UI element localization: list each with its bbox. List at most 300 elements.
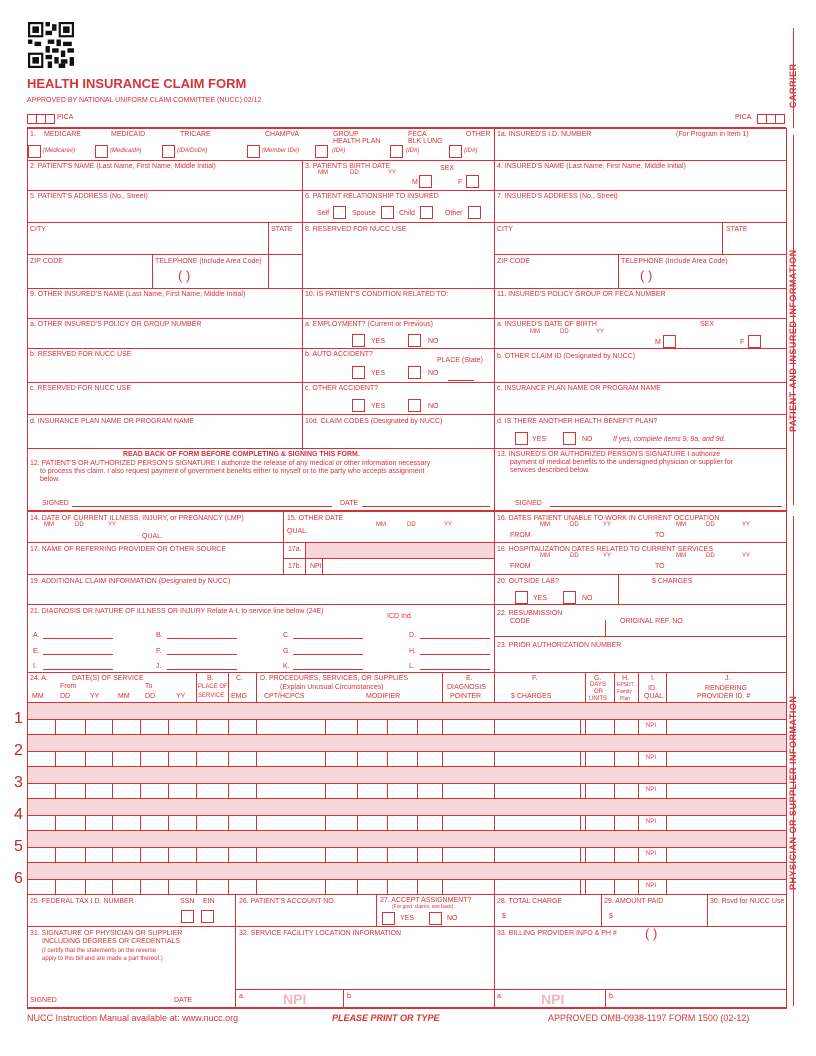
box8-label: 8. RESERVED FOR NUCC USE (305, 226, 407, 233)
box24d2-label: (Explain Unusual Circumstances) (280, 684, 384, 691)
col-17b-npi (322, 558, 323, 574)
service-line-col (494, 847, 495, 863)
insured-male-checkbox[interactable] (663, 335, 676, 348)
service-line-col (228, 879, 229, 895)
auto-yes-checkbox[interactable] (352, 366, 365, 379)
ein-label: EIN (203, 898, 215, 905)
box24-to-mm: MM (118, 693, 130, 700)
service-line-col (585, 719, 586, 735)
box31-text-2: INCLUDING DEGREES OR CREDENTIALS (42, 938, 181, 945)
col-27 (376, 894, 377, 926)
box12-date-label: DATE (340, 500, 359, 507)
box9-label: 9. OTHER INSURED'S NAME (Last Name, First Name, Middle Initial) (30, 291, 246, 298)
box4-label: 4. INSURED'S NAME (Last Name, First Name, Middle Initial) (497, 163, 686, 170)
box33a-label: a. (497, 993, 503, 1000)
service-line-col (256, 783, 257, 799)
service-line-col (85, 815, 86, 831)
tricare-checkbox[interactable] (162, 145, 175, 158)
service-line-number-6: 6 (14, 870, 23, 887)
service-line-col (580, 847, 581, 863)
diag-i-label: I. (33, 663, 37, 670)
service-line-col (580, 751, 581, 767)
box1a-label: 1a. INSURED'S I.D. NUMBER (497, 131, 592, 138)
child-checkbox[interactable] (420, 206, 433, 219)
medicare-checkbox[interactable] (28, 145, 41, 158)
col-17-17a (283, 542, 284, 574)
service-line-col (55, 815, 56, 831)
box28-dollar: $ (502, 913, 506, 920)
box3-mm: MM (318, 170, 328, 176)
box18-label: 18. HOSPITALIZATION DATES RELATED TO CURRENT SERVICES (497, 546, 714, 553)
group-checkbox[interactable] (315, 145, 328, 158)
box24-to-dd: DD (145, 693, 156, 700)
box24-modifier-label: MODIFIER (366, 693, 401, 700)
service-line-col (140, 751, 141, 767)
another-plan-no-label: NO (582, 436, 593, 443)
auto-no-label: NO (428, 370, 439, 377)
box17b-npi: NPI (310, 563, 322, 570)
box9c-label: c. RESERVED FOR NUCC USE (30, 385, 131, 392)
other-accident-no-label: NO (428, 403, 439, 410)
box24-qual-label: QUAL. (644, 693, 666, 700)
service-line-col (638, 879, 639, 895)
service-line-col (442, 879, 443, 895)
service-line-col (325, 751, 326, 767)
box24-emg-label: EMG (231, 693, 247, 700)
box24-to-label: To (145, 683, 153, 690)
box15-mm: MM (376, 522, 386, 528)
box16-from: FROM (510, 532, 531, 539)
box14-yy: YY (108, 522, 117, 528)
service-line-col (580, 879, 581, 895)
row6-npi: NPI (646, 883, 657, 889)
service-line-shaded-row[interactable] (28, 703, 786, 719)
service-line-col (228, 815, 229, 831)
box12-signature-line[interactable] (72, 506, 332, 507)
row-line (494, 636, 786, 637)
service-line-col (325, 719, 326, 735)
service-line-col (614, 879, 615, 895)
box24-or-label: OR (594, 689, 603, 695)
service-line-col (387, 719, 388, 735)
box24-header-col (638, 672, 639, 702)
service-line-col (666, 879, 667, 895)
accept-no-label: NO (447, 915, 458, 922)
service-line-col (168, 783, 169, 799)
box24h-label: H. (622, 675, 629, 682)
col-29 (601, 894, 602, 926)
box28-label: 28. TOTAL CHARGE (497, 898, 563, 905)
sex-male-checkbox[interactable] (419, 175, 432, 188)
service-line-col (357, 719, 358, 735)
box32a-label: a. (239, 993, 245, 1000)
box27-note: (For govt. claims, see back) (392, 904, 454, 910)
col-14-15 (283, 511, 284, 543)
box20-label: 20. OUTSIDE LAB? (497, 578, 559, 585)
ssn-checkbox[interactable] (181, 910, 194, 923)
diag-e-label: E. (33, 648, 40, 655)
form-title: HEALTH INSURANCE CLAIM FORM (27, 76, 247, 91)
insured-female-checkbox[interactable] (748, 335, 761, 348)
row-line (27, 672, 786, 673)
service-line-col (228, 751, 229, 767)
pica-box-left-3[interactable] (45, 114, 55, 124)
insured-tel-parens: ( ) (640, 268, 653, 283)
box12-date-line[interactable] (362, 506, 490, 507)
service-line-shaded-row[interactable] (28, 863, 786, 879)
diag-c-field[interactable] (293, 638, 363, 639)
service-line-col (387, 815, 388, 831)
row-line (27, 222, 786, 223)
box12-text-3: below. (40, 476, 60, 483)
service-line-shaded-row[interactable] (28, 767, 786, 783)
carrier-label: CARRIER (788, 63, 798, 108)
box3-m: M (412, 179, 418, 186)
box15-dd: DD (407, 522, 416, 528)
box5-label: 5. PATIENT'S ADDRESS (No., Street) (30, 193, 148, 200)
service-line-col (666, 847, 667, 863)
diag-i-field[interactable] (43, 669, 113, 670)
feca-checkbox[interactable] (390, 145, 403, 158)
col-right-lower (494, 511, 495, 672)
service-line-col (357, 879, 358, 895)
service-line-col (442, 751, 443, 767)
box24-dates-label: DATE(S) OF SERVICE (72, 675, 144, 682)
medicaid-id-label: (Medicaid#) (110, 148, 142, 154)
service-line-number-1: 1 (14, 710, 23, 727)
service-line-col (140, 719, 141, 735)
box17b-label: 17b. (288, 563, 302, 570)
insured-city-label: CITY (497, 226, 513, 233)
box24-header-col (494, 672, 495, 702)
service-line-col (614, 783, 615, 799)
box24e-label: E. (466, 675, 473, 682)
service-line-col (112, 879, 113, 895)
service-line-col (638, 847, 639, 863)
accept-no-checkbox[interactable] (429, 912, 442, 925)
outside-lab-no-checkbox[interactable] (563, 591, 576, 604)
service-line-col (614, 847, 615, 863)
service-line-col (140, 815, 141, 831)
sex-female-checkbox[interactable] (466, 175, 479, 188)
box24-days-label: DAYS (590, 682, 606, 688)
other-rel-label: Other (445, 210, 463, 217)
box13-signed-label: SIGNED (515, 500, 542, 507)
box13-text-1: 13. INSURED'S OR AUTHORIZED PERSON'S SIGNATURE I authorize (497, 451, 721, 458)
row-line (27, 448, 786, 449)
ssn-label: SSN (180, 898, 195, 905)
employment-yes-checkbox[interactable] (352, 334, 365, 347)
box24-from-mm: MM (32, 693, 44, 700)
service-line-col (614, 719, 615, 735)
patient-state-label: STATE (271, 226, 293, 233)
service-line-number-2: 2 (14, 742, 23, 759)
carrier-arrow-line (793, 28, 794, 128)
service-line-col (417, 847, 418, 863)
box17-label: 17. NAME OF REFERRING PROVIDER OR OTHER SOURCE (30, 546, 227, 553)
box24-provider-label: PROVIDER ID. # (697, 693, 751, 700)
row-25-top (27, 894, 786, 895)
medicaid-checkbox[interactable] (95, 145, 108, 158)
diag-k-label: K. (283, 663, 290, 670)
outside-lab-yes-checkbox[interactable] (515, 591, 528, 604)
diag-f-field[interactable] (167, 654, 237, 655)
box24-to-yy: YY (176, 693, 186, 700)
service-line-shaded-row[interactable] (28, 831, 786, 847)
row-31-top (27, 926, 786, 927)
box14-mm: MM (44, 522, 54, 528)
place-state-field[interactable] (448, 380, 474, 381)
frame-top (27, 127, 786, 129)
box13-text-3: services described below. (510, 467, 590, 474)
employment-yes-label: YES (371, 338, 386, 345)
service-line-col (85, 719, 86, 735)
box24-from-dd: DD (60, 693, 71, 700)
service-line-col (256, 879, 257, 895)
row3-npi: NPI (646, 787, 657, 793)
box24-header-col (228, 672, 229, 702)
diag-d-field[interactable] (420, 638, 490, 639)
auto-no-checkbox[interactable] (408, 366, 421, 379)
col-box22 (605, 620, 606, 636)
service-line-col (442, 815, 443, 831)
patient-arrow-line (793, 135, 794, 505)
diag-j-label: J. (156, 663, 162, 670)
col-33b (605, 989, 606, 1007)
service-line-col (140, 879, 141, 895)
row1-npi: NPI (646, 723, 657, 729)
diag-d-label: D. (409, 632, 416, 639)
box32a-npi: NPI (283, 991, 307, 1007)
service-line-col (228, 847, 229, 863)
other-rel-checkbox[interactable] (468, 206, 481, 219)
diag-j-field[interactable] (167, 669, 237, 670)
service-line-col (666, 783, 667, 799)
diag-e-field[interactable] (43, 654, 113, 655)
box24-header-col (666, 672, 667, 702)
box24-header-col (585, 672, 586, 702)
box33-label: 33. BILLING PROVIDER INFO & PH # (497, 930, 617, 937)
service-line-col (357, 847, 358, 863)
row-line (27, 574, 786, 575)
service-line-col (585, 815, 586, 831)
service-line-col (112, 847, 113, 863)
box13-signature-line[interactable] (550, 506, 782, 507)
patient-section-label: PATIENT AND INSURED INFORMATION (788, 249, 798, 432)
approved-text: APPROVED BY NATIONAL UNIFORM CLAIM COMMITTEE (NUCC) 02/12 (27, 97, 262, 104)
service-line-col (55, 879, 56, 895)
diag-l-field[interactable] (420, 669, 490, 670)
diag-k-field[interactable] (293, 669, 363, 670)
diag-h-field[interactable] (420, 654, 490, 655)
box14-label: 14. DATE OF CURRENT ILLNESS, INJURY, or PREGNANCY (LMP) (30, 515, 244, 522)
box16-from-mm: MM (540, 522, 550, 528)
service-line-col (357, 783, 358, 799)
service-line-col (196, 783, 197, 799)
service-line-col (494, 783, 495, 799)
other-id-label: (ID#) (464, 148, 478, 154)
box16-to-mm: MM (676, 522, 686, 528)
service-line-col (585, 783, 586, 799)
box26-label: 26. PATIENT'S ACCOUNT NO. (239, 898, 336, 905)
diag-g-field[interactable] (293, 654, 363, 655)
box22-orig-ref-label: ORIGINAL REF. NO. (620, 618, 685, 625)
service-line-col (580, 719, 581, 735)
box1-feca-label: FECA (408, 131, 427, 138)
service-line-col (228, 719, 229, 735)
service-line-col (196, 751, 197, 767)
box24-units-label: UNITS (589, 696, 607, 702)
box24-plan-label: Plan (620, 696, 631, 702)
row-line (27, 288, 786, 289)
box24a-label: 24. A. (30, 675, 48, 682)
col-32b (343, 989, 344, 1007)
box16-from-yy: YY (603, 522, 612, 528)
box16-to: TO (655, 532, 665, 539)
box1-medicare-label: MEDICARE (44, 131, 81, 138)
box24d-label: D. PROCEDURES, SERVICES, OR SUPPLIES (260, 675, 409, 682)
box14-dd: DD (75, 522, 84, 528)
box11a-m: M (655, 339, 661, 346)
box10-label: 10. IS PATIENT'S CONDITION RELATED TO: (305, 291, 449, 298)
other-accident-yes-checkbox[interactable] (352, 399, 365, 412)
service-line-col (494, 879, 495, 895)
diag-b-label: B. (156, 632, 163, 639)
box17a-shade (306, 543, 494, 558)
service-line-col (228, 783, 229, 799)
diag-f-label: F. (156, 648, 162, 655)
service-line-col (614, 751, 615, 767)
service-line-col (442, 847, 443, 863)
service-line-col (357, 815, 358, 831)
box18-to-yy: YY (742, 553, 751, 559)
box9a-label: a. OTHER INSURED'S POLICY OR GROUP NUMBER (30, 321, 202, 328)
box1-feca-label-2: BLK LUNG (408, 138, 443, 145)
box24-cpt-label: CPT/HCPCS (264, 693, 305, 700)
auto-yes-label: YES (371, 370, 386, 377)
service-line-col (585, 879, 586, 895)
service-line-col (85, 783, 86, 799)
box7-label: 7. INSURED'S ADDRESS (No., Street) (497, 193, 618, 200)
employment-no-checkbox[interactable] (408, 334, 421, 347)
box32-label: 32. SERVICE FACILITY LOCATION INFORMATION (239, 930, 402, 937)
box18-from-mm: MM (540, 553, 550, 559)
footer-omb: APPROVED OMB-0938-1197 FORM 1500 (02-12) (548, 1013, 750, 1023)
col-26 (235, 894, 236, 1007)
service-line-col (196, 847, 197, 863)
box18-from: FROM (510, 563, 531, 570)
service-line-shaded-row[interactable] (28, 799, 786, 815)
box12-signed-label: SIGNED (42, 500, 69, 507)
section-divider (27, 510, 787, 512)
tel-divider-right (618, 254, 619, 288)
box11d-label: d. IS THERE ANOTHER HEALTH BENEFIT PLAN? (497, 418, 658, 425)
box11-label: 11. INSURED'S POLICY GROUP OR FECA NUMBER (497, 291, 666, 298)
diag-b-field[interactable] (167, 638, 237, 639)
box1-champva-label: CHAMPVA (265, 131, 300, 138)
diag-c-label: C. (283, 632, 290, 639)
box30-label: 30. Rsvd for NUCC Use (710, 898, 785, 905)
self-label: Self (317, 210, 330, 217)
box1-label: 1. (30, 131, 36, 138)
service-line-col (256, 751, 257, 767)
ein-checkbox[interactable] (201, 910, 214, 923)
box11a-label: a. INSURED'S DATE OF BIRTH (497, 321, 597, 328)
pica-box-right-3[interactable] (775, 114, 785, 124)
service-line-col (196, 815, 197, 831)
physician-section-label: PHYSICIAN OR SUPPLIER INFORMATION (788, 695, 798, 890)
service-line-col (256, 815, 257, 831)
accept-yes-checkbox[interactable] (382, 912, 395, 925)
box1-group-label-2: HEALTH PLAN (333, 138, 381, 145)
service-line-col (112, 719, 113, 735)
box24-pos-label: PLACE OF (198, 684, 228, 690)
box24-header-col (614, 672, 615, 702)
box3-sex: SEX (440, 165, 455, 172)
row-line (27, 414, 786, 415)
diag-g-label: G. (283, 648, 291, 655)
patient-zip-label: ZIP CODE (30, 258, 63, 265)
spouse-checkbox[interactable] (381, 206, 394, 219)
box31-text-3: (I certify that the statements on the reverse (42, 948, 157, 954)
box24j-label: J. (725, 675, 731, 682)
box24-header-col (256, 672, 257, 702)
service-line-col (387, 751, 388, 767)
medicare-id-label: (Medicare#) (43, 148, 76, 154)
box9d-label: d. INSURANCE PLAN NAME OR PROGRAM NAME (30, 418, 195, 425)
diag-l-label: L. (409, 663, 415, 670)
service-line-col (585, 751, 586, 767)
box22-code-label: CODE (510, 618, 531, 625)
box11a-yy: YY (596, 329, 605, 335)
box10c-label: c. OTHER ACCIDENT? (305, 385, 379, 392)
champva-checkbox[interactable] (247, 145, 260, 158)
col-box20 (618, 574, 619, 604)
box15-label: 15. OTHER DATE (287, 515, 344, 522)
row-line (27, 604, 786, 605)
other-checkbox[interactable] (449, 145, 462, 158)
footer-instruction: NUCC Instruction Manual available at: www.nucc.org (27, 1013, 239, 1023)
diag-a-field[interactable] (43, 638, 113, 639)
box31-signed-label: SIGNED (30, 997, 57, 1004)
box19-label: 19. ADDITIONAL CLAIM INFORMATION (Designated by NUCC) (30, 578, 231, 585)
service-line-col (168, 847, 169, 863)
service-line-number-5: 5 (14, 838, 23, 855)
service-line-col (85, 847, 86, 863)
another-plan-yes-checkbox[interactable] (515, 432, 528, 445)
box27-label: 27. ACCEPT ASSIGNMENT? (380, 897, 472, 904)
read-back-notice: READ BACK OF FORM BEFORE COMPLETING & SIGNING THIS FORM. (123, 451, 360, 458)
another-plan-no-checkbox[interactable] (563, 432, 576, 445)
box20-charges-label: $ CHARGES (652, 578, 693, 585)
box17a-label: 17a. (288, 546, 302, 553)
box24-pos2-label: SERVICE (198, 693, 225, 699)
row5-npi: NPI (646, 851, 657, 857)
service-line-col (55, 783, 56, 799)
diag-h-label: H. (409, 648, 416, 655)
service-line-col (357, 751, 358, 767)
box24-pointer-label: POINTER (450, 693, 482, 700)
service-line-col (55, 847, 56, 863)
self-checkbox[interactable] (333, 206, 346, 219)
another-plan-yes-label: YES (532, 436, 547, 443)
service-line-col (55, 719, 56, 735)
box9b-label: b. RESERVED FOR NUCC USE (30, 351, 132, 358)
box31-text-4: apply to this bill and are made a part thereof.) (42, 956, 163, 962)
box14-qual: QUAL. (142, 533, 164, 540)
other-accident-no-checkbox[interactable] (408, 399, 421, 412)
service-line-shaded-row[interactable] (28, 735, 786, 751)
